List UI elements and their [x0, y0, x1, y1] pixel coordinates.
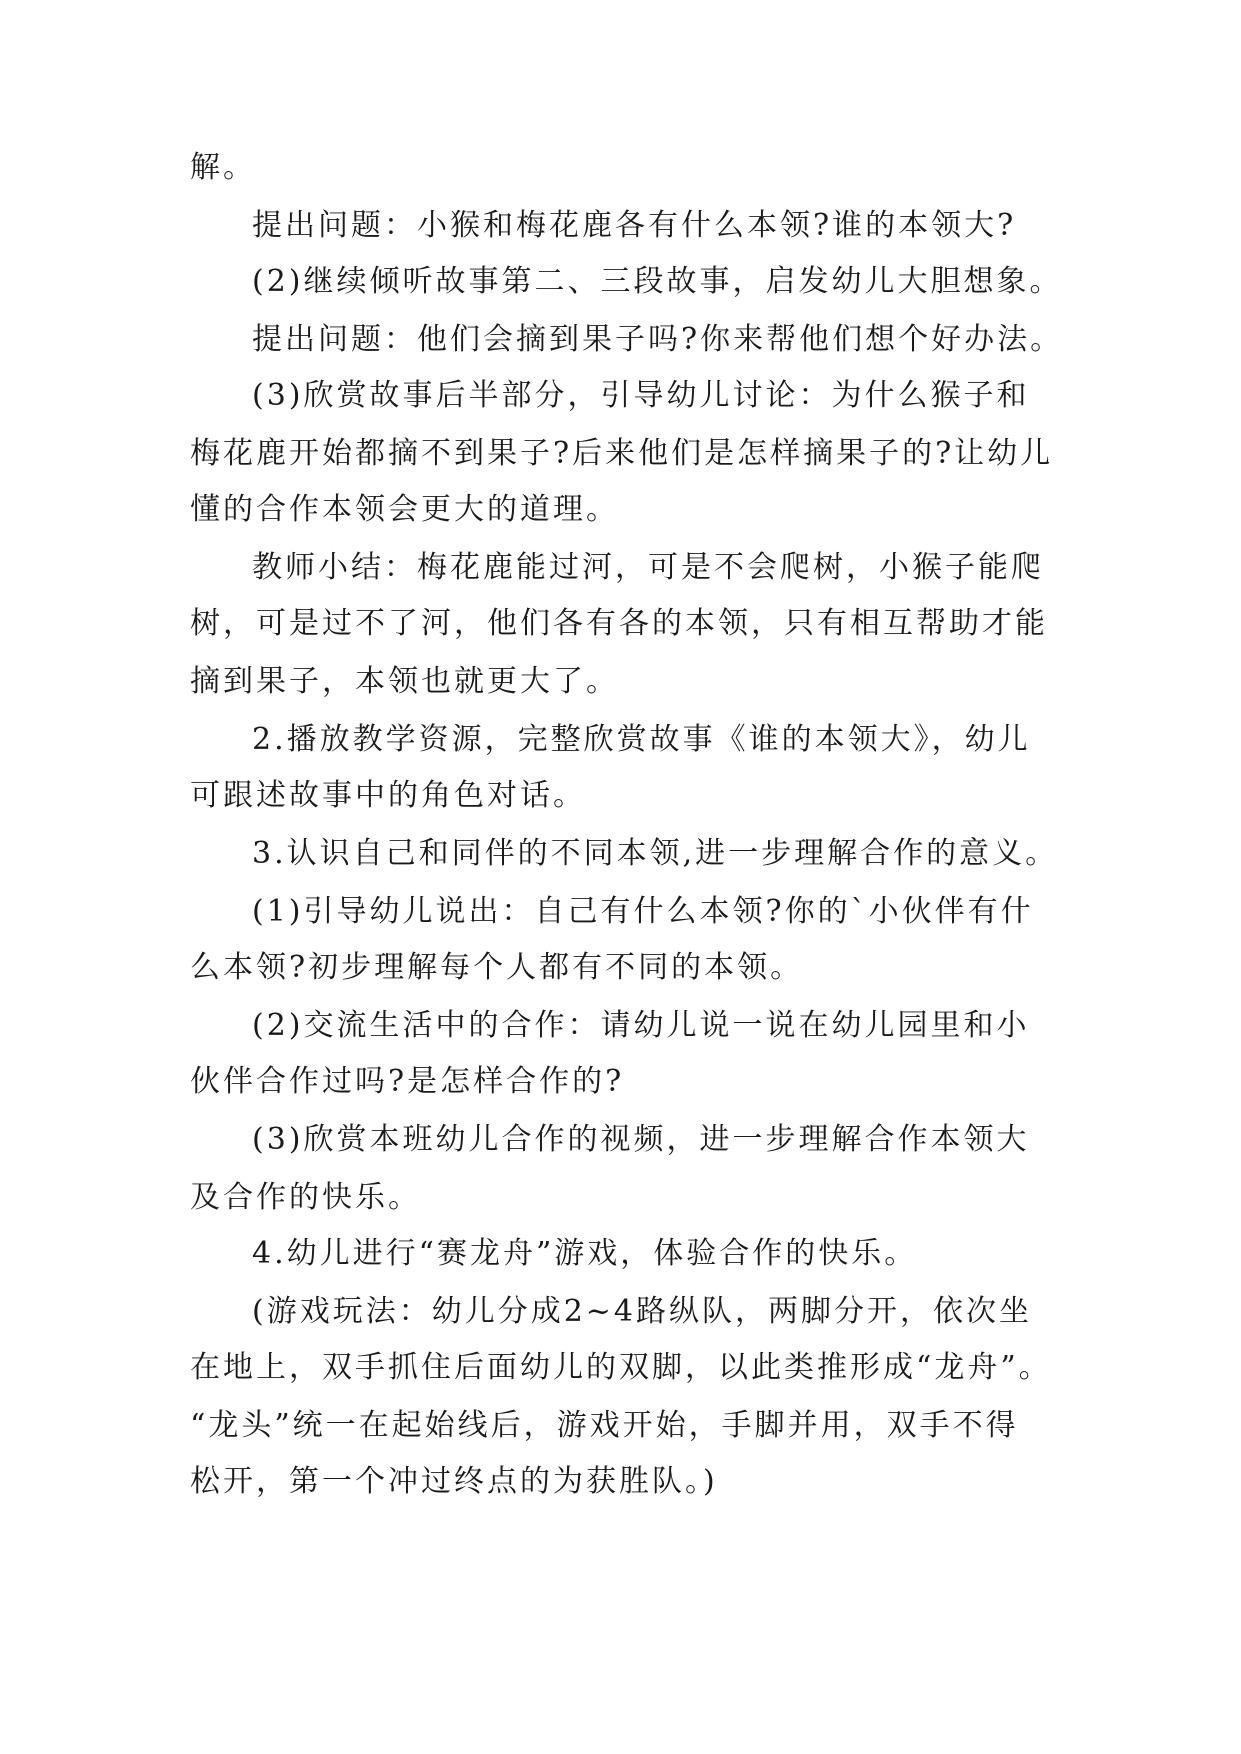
- text-line: 提出问题：小猴和梅花鹿各有什么本领?谁的本领大?: [252, 208, 1017, 243]
- text-line: 4.幼儿进行“赛龙舟”游戏，体验合作的快乐。: [252, 1236, 918, 1271]
- text-line: 摘到果子，本领也就更大了。: [190, 664, 619, 699]
- text-line: 教师小结：梅花鹿能过河，可是不会爬树，小猴子能爬: [252, 550, 1044, 585]
- text-line: (2)交流生活中的合作：请幼儿说一说在幼儿园里和小: [252, 1008, 1030, 1043]
- text-line: 梅花鹿开始都摘不到果子?后来他们是怎样摘果子的?让幼儿: [190, 436, 1054, 471]
- text-line: 伙伴合作过吗?是怎样合作的?: [190, 1064, 625, 1099]
- text-line: (游戏玩法：幼儿分成2~4路纵队，两脚分开，依次坐: [252, 1294, 1033, 1329]
- text-line: 3.认识自己和同伴的不同本领,进一步理解合作的意义。: [252, 836, 1059, 871]
- text-line: 2.播放教学资源，完整欣赏故事《谁的本领大》，幼儿: [252, 722, 1031, 757]
- text-line: (3)欣赏本班幼儿合作的视频，进一步理解合作本领大: [252, 1122, 1030, 1157]
- text-line: “龙头”统一在起始线后，游戏开始，手脚并用，双手不得: [190, 1408, 1019, 1443]
- text-line: 及合作的快乐。: [190, 1180, 421, 1215]
- text-line: 解。: [190, 150, 256, 185]
- text-line: (1)引导幼儿说出：自己有什么本领?你的`小伙伴有什: [252, 894, 1034, 929]
- text-line: 懂的合作本领会更大的道理。: [190, 492, 619, 527]
- text-line: 在地上，双手抓住后面幼儿的双脚，以此类推形成“龙舟”。: [190, 1350, 1052, 1385]
- text-line: 可跟述故事中的角色对话。: [190, 778, 586, 813]
- text-line: 松开，第一个冲过终点的为获胜队。): [190, 1464, 718, 1499]
- text-line: 么本领?初步理解每个人都有不同的本领。: [190, 950, 804, 985]
- text-line: 提出问题：他们会摘到果子吗?你来帮他们想个好办法。: [252, 322, 1064, 357]
- text-line: 树，可是过不了河，他们各有各的本领，只有相互帮助才能: [190, 606, 1048, 641]
- text-line: (3)欣赏故事后半部分，引导幼儿讨论：为什么猴子和: [252, 378, 1030, 413]
- text-line: (2)继续倾听故事第二、三段故事，启发幼儿大胆想象。: [252, 264, 1063, 299]
